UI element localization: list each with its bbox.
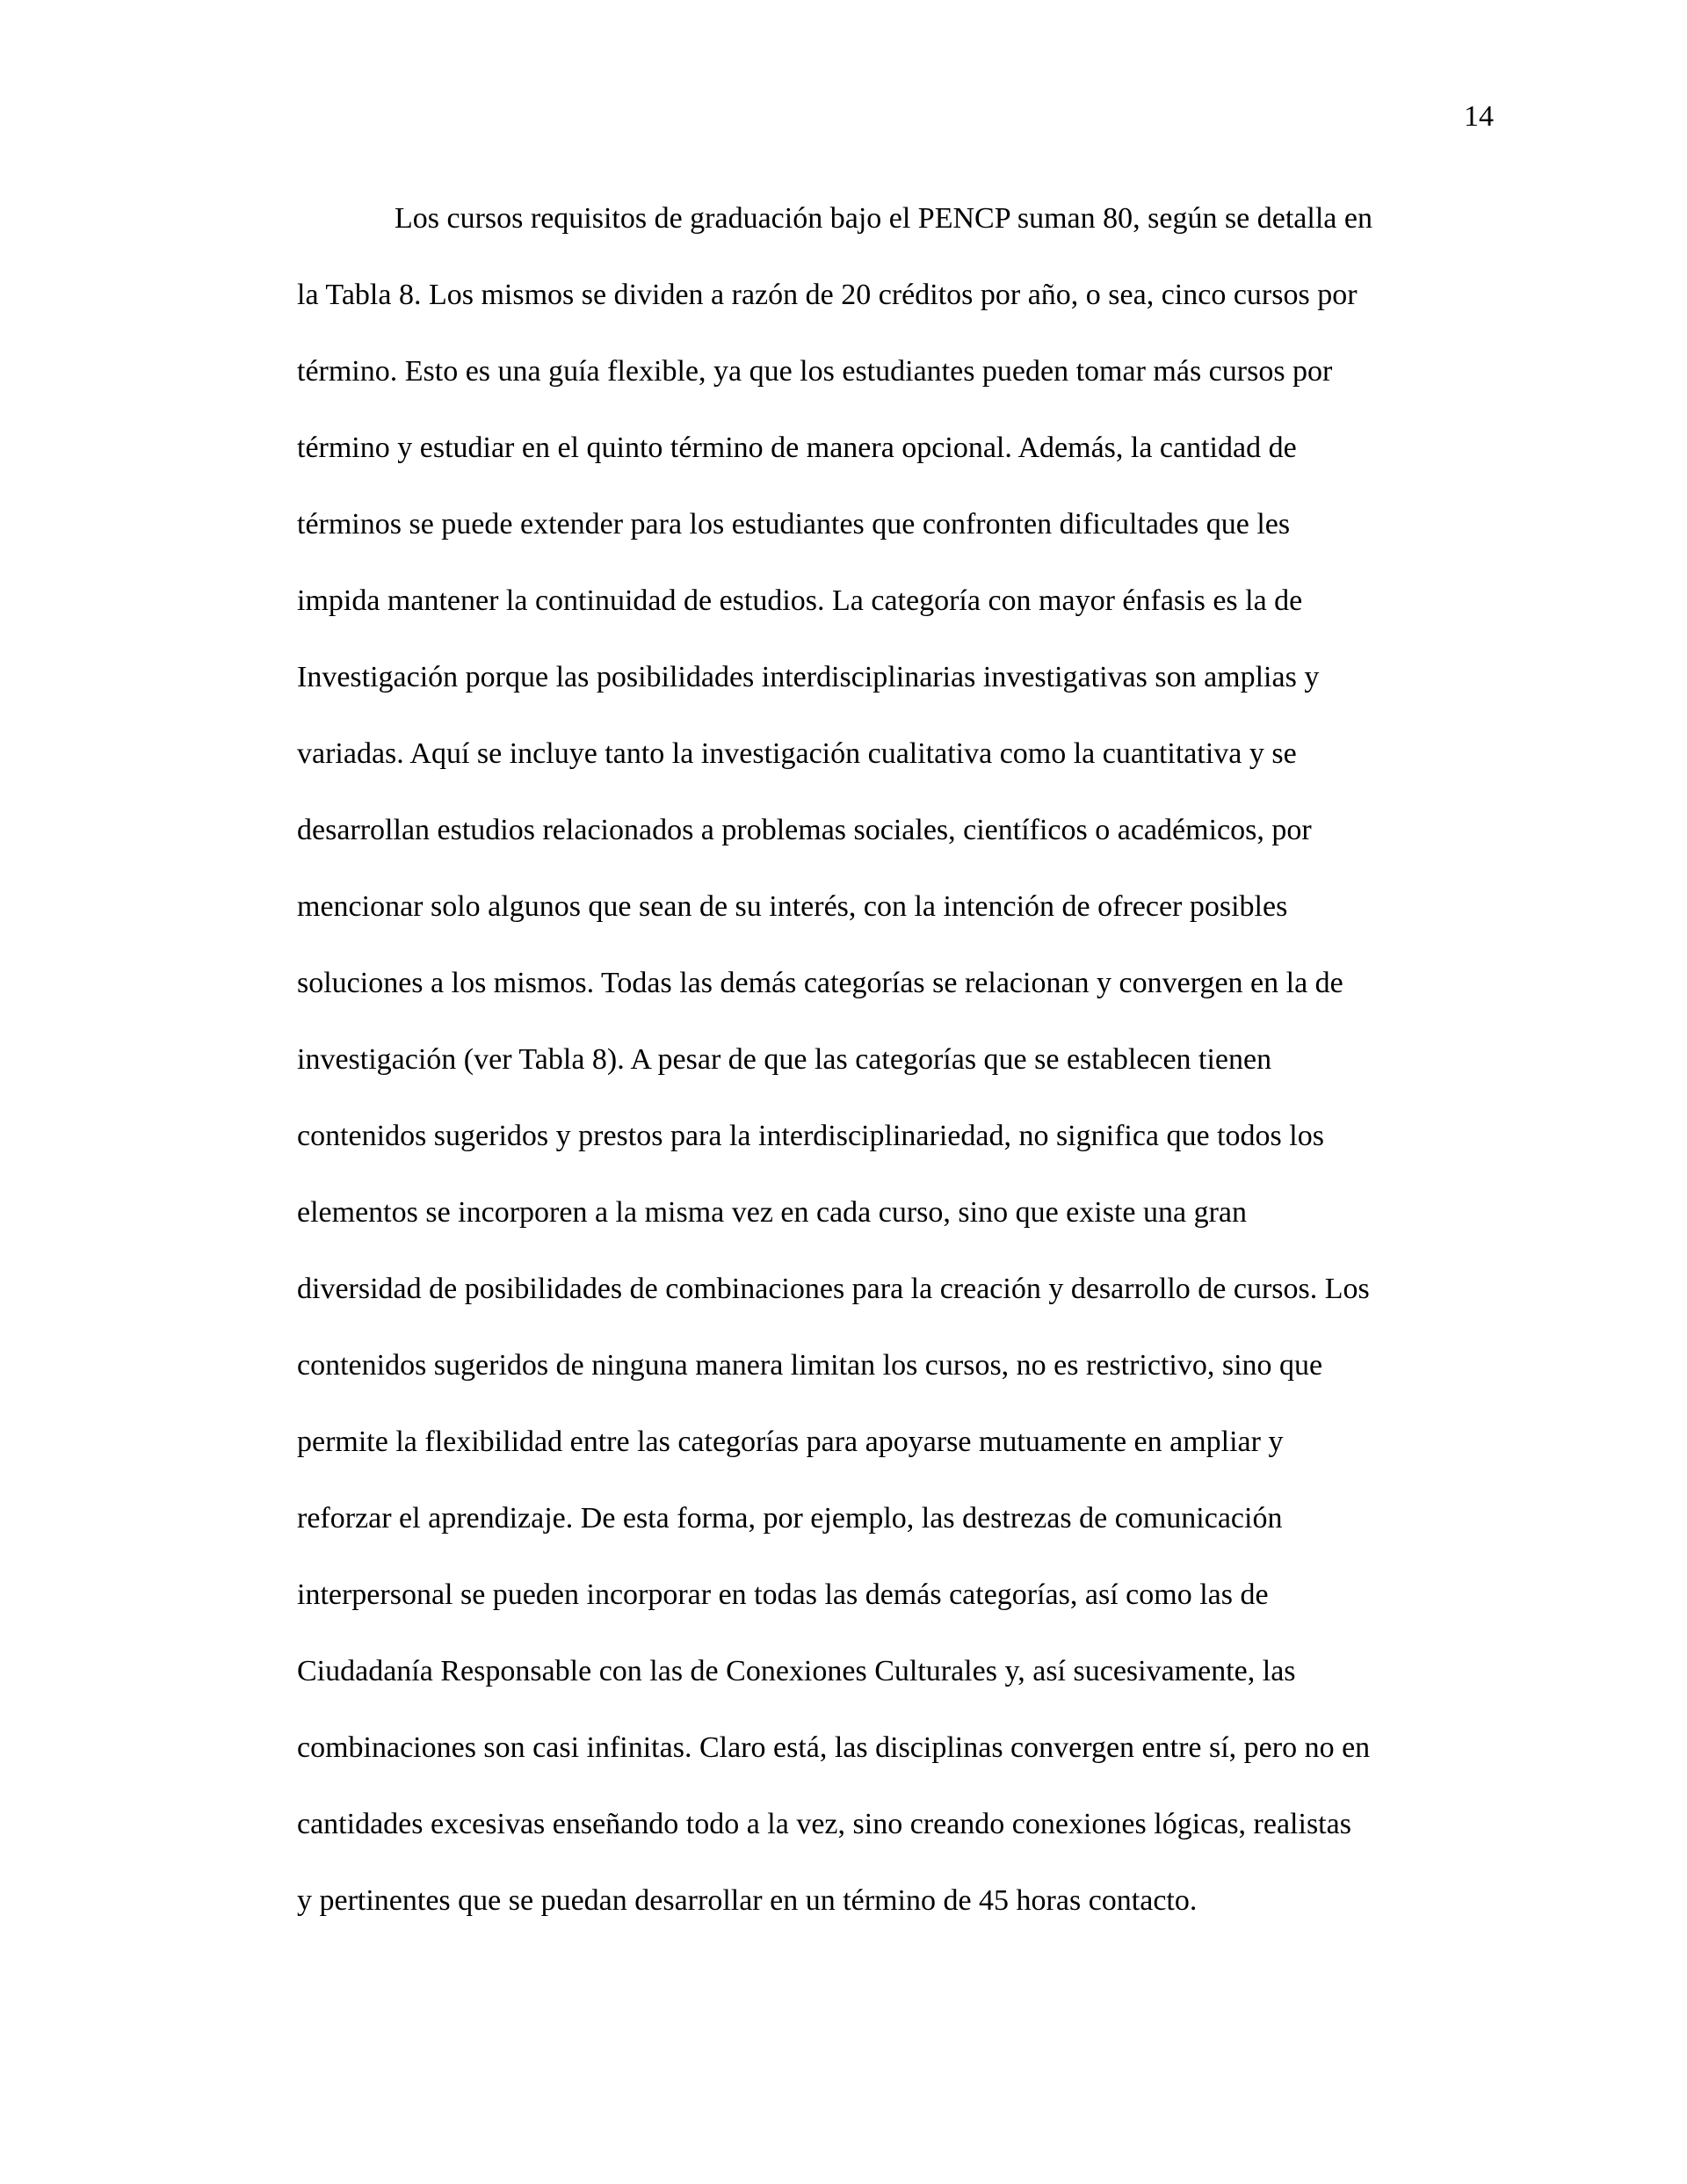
paragraph-line: término y estudiar en el quinto término de manera opcional. Además, la cantidad de	[297, 432, 1297, 464]
paragraph	[297, 180, 1518, 1939]
paragraph-line: combinaciones son casi infinitas. Claro está, las disciplinas convergen entre sí, pero no en	[297, 1731, 1371, 1764]
paragraph-line: contenidos sugeridos de ninguna manera limitan los cursos, no es restrictivo, sino que	[297, 1349, 1323, 1382]
paragraph-line: Investigación porque las posibilidades interdisciplinarias investigativas son amplias y	[297, 661, 1320, 693]
paragraph-line: término. Esto es una guía flexible, ya que los estudiantes pueden tomar más cursos por	[297, 355, 1333, 388]
paragraph-line: variadas. Aquí se incluye tanto la investigación cualitativa como la cuantitativa y se	[297, 737, 1297, 770]
paragraph-line: términos se puede extender para los estudiantes que confronten dificultades que les	[297, 508, 1291, 541]
paragraph-line: impida mantener la continuidad de estudios. La categoría con mayor énfasis es la de	[297, 584, 1303, 617]
paragraph-line: la Tabla 8. Los mismos se dividen a razón de 20 créditos por año, o sea, cinco cursos por	[297, 279, 1358, 311]
paragraph-line: Ciudadanía Responsable con las de Conexiones Culturales y, así sucesivamente, las	[297, 1655, 1296, 1687]
paragraph-line: soluciones a los mismos. Todas las demás categorías se relacionan y convergen en la de	[297, 967, 1343, 999]
paragraph-line: y pertinentes que se puedan desarrollar en un término de 45 horas contacto.	[297, 1884, 1198, 1917]
paragraph-line: mencionar solo algunos que sean de su interés, con la intención de ofrecer posibles	[297, 890, 1288, 923]
paragraph-line: interpersonal se pueden incorporar en todas las demás categorías, así como las de	[297, 1578, 1269, 1611]
paragraph-line: cantidades excesivas enseñando todo a la vez, sino creando conexiones lógicas, realistas	[297, 1808, 1351, 1840]
page-number: 14	[1464, 100, 1494, 133]
paragraph-line: contenidos sugeridos y prestos para la interdisciplinariedad, no significa que todos los	[297, 1120, 1324, 1152]
paragraph-line: desarrollan estudios relacionados a problemas sociales, científicos o académicos, por	[297, 814, 1312, 846]
paragraph-line: diversidad de posibilidades de combinaciones para la creación y desarrollo de cursos. Los	[297, 1273, 1370, 1305]
paragraph-line: investigación (ver Tabla 8). A pesar de que las categorías que se establecen tienen	[297, 1043, 1272, 1076]
paragraph-line: permite la flexibilidad entre las categorías para apoyarse mutuamente en ampliar y	[297, 1426, 1284, 1458]
paragraph-line: Los cursos requisitos de graduación bajo el PENCP suman 80, según se detalla en	[395, 202, 1372, 235]
paragraph-line: elementos se incorporen a la misma vez en cada curso, sino que existe una gran	[297, 1196, 1247, 1229]
paragraph-line: reforzar el aprendizaje. De esta forma, por ejemplo, las destrezas de comunicación	[297, 1502, 1283, 1535]
